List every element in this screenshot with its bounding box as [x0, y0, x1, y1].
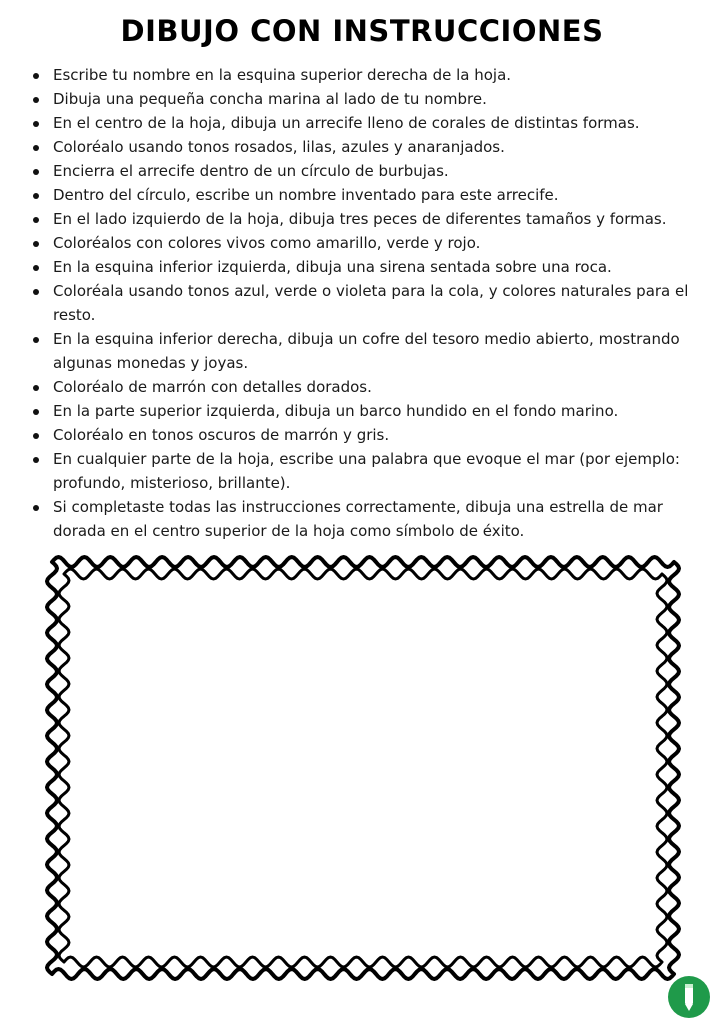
- instruction-item: Coloréalo usando tonos rosados, lilas, azules y anaranjados.: [30, 135, 706, 159]
- instruction-item: Si completaste todas las instrucciones correctamente, dibuja una estrella de mar dorada en el centro superior de la hoja como símbolo de éxito.: [30, 495, 706, 543]
- instruction-item: Coloréalos con colores vivos como amarillo, verde y rojo.: [30, 231, 706, 255]
- instruction-item: Dentro del círculo, escribe un nombre inventado para este arrecife.: [30, 183, 706, 207]
- instruction-item: Dibuja una pequeña concha marina al lado de tu nombre.: [30, 87, 706, 111]
- instruction-item: En cualquier parte de la hoja, escribe una palabra que evoque el mar (por ejemplo: profundo, misterioso, brillante).: [30, 447, 706, 495]
- instruction-item: En el centro de la hoja, dibuja un arrecife lleno de corales de distintas formas.: [30, 111, 706, 135]
- instruction-item: En la esquina inferior derecha, dibuja un cofre del tesoro medio abierto, mostrando algunas monedas y joyas.: [30, 327, 706, 375]
- instruction-item: Escribe tu nombre en la esquina superior derecha de la hoja.: [30, 63, 706, 87]
- frame-inner-line: [59, 569, 667, 967]
- page-title: DIBUJO CON INSTRUCCIONES: [120, 14, 604, 48]
- instruction-item: Encierra el arrecife dentro de un círculo de burbujas.: [30, 159, 706, 183]
- wavy-frame-border: [38, 548, 688, 988]
- instruction-item: Coloréalo en tonos oscuros de marrón y gris.: [30, 423, 706, 447]
- instruction-item: Coloréalo de marrón con detalles dorados.: [30, 375, 706, 399]
- instruction-list: [30, 63, 706, 543]
- instruction-item: En la esquina inferior izquierda, dibuja una sirena sentada sobre una roca.: [30, 255, 706, 279]
- pencil-logo-icon: [668, 976, 710, 1018]
- instruction-item: En el lado izquierdo de la hoja, dibuja tres peces de diferentes tamaños y formas.: [30, 207, 706, 231]
- drawing-area[interactable]: [38, 548, 688, 988]
- instruction-item: Coloréala usando tonos azul, verde o violeta para la cola, y colores naturales para el resto.: [30, 279, 706, 327]
- instruction-item: En la parte superior izquierda, dibuja un barco hundido en el fondo marino.: [30, 399, 706, 423]
